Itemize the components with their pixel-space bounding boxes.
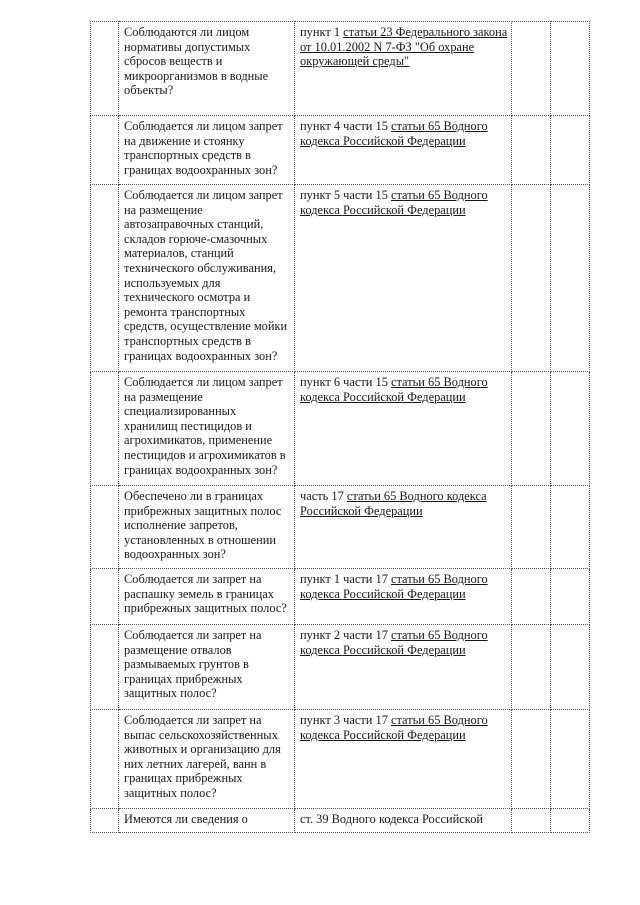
question-cell: Соблюдается ли лицом запрет на размещение специализированных хранилищ пестицидов и агрохимикатов, применение пестицидов и агрохимикатов в границах водоохранных зон? <box>119 372 295 486</box>
question-cell: Имеются ли сведения о <box>119 809 295 833</box>
reference-link[interactable]: статьи 65 Водного кодекса Российской Федерации <box>300 188 488 217</box>
question-cell: Соблюдается ли запрет на размещение отвалов размываемых грунтов в границах прибрежных защитных полос? <box>119 625 295 710</box>
reference-link[interactable]: статьи 65 Водного кодекса Российской Федерации <box>300 572 488 601</box>
legal-reference-cell <box>295 486 512 569</box>
reference-text: пункт 6 части 15 <box>300 375 391 389</box>
table-row <box>91 710 590 809</box>
table-row <box>91 625 590 710</box>
note-cell <box>551 116 590 185</box>
table-row <box>91 116 590 185</box>
answer-cell <box>512 486 551 569</box>
note-cell <box>551 569 590 625</box>
legal-reference-cell <box>295 625 512 710</box>
row-number-cell <box>91 22 119 116</box>
legal-reference-cell <box>295 569 512 625</box>
table-row <box>91 486 590 569</box>
question-cell: Соблюдается ли лицом запрет на размещение автозаправочных станций, складов горюче-смазочных материалов, станций технического обслуживания, используемых для технического осмотра и ремонта транспортных средств, осуществление мойки транспортных средств в границах водоохранных зон? <box>119 185 295 372</box>
reference-text: пункт 2 части 17 <box>300 628 391 642</box>
row-number-cell <box>91 372 119 486</box>
question-cell: Обеспечено ли в границах прибрежных защитных полос исполнение запретов, установленных в отношении водоохранных зон? <box>119 486 295 569</box>
answer-cell <box>512 809 551 833</box>
row-number-cell <box>91 486 119 569</box>
note-cell <box>551 625 590 710</box>
reference-link[interactable]: статьи 65 Водного кодекса Российской Федерации <box>300 713 488 742</box>
reference-text: пункт 4 части 15 <box>300 119 391 133</box>
note-cell <box>551 185 590 372</box>
legal-reference-cell <box>295 710 512 809</box>
answer-cell <box>512 710 551 809</box>
legal-reference-cell <box>295 809 512 833</box>
answer-cell <box>512 116 551 185</box>
reference-text: ст. 39 Водного кодекса Российской <box>300 812 484 826</box>
answer-cell <box>512 22 551 116</box>
checklist-body <box>91 22 590 833</box>
reference-link[interactable]: статьи 65 Водного кодекса Российской Федерации <box>300 375 488 404</box>
note-cell <box>551 372 590 486</box>
note-cell <box>551 486 590 569</box>
note-cell <box>551 710 590 809</box>
reference-text: пункт 1 <box>300 25 344 39</box>
legal-reference-cell <box>295 116 512 185</box>
row-number-cell <box>91 116 119 185</box>
reference-text: пункт 3 части 17 <box>300 713 391 727</box>
reference-link[interactable]: статьи 65 Водного кодекса Российской Федерации <box>300 628 488 657</box>
row-number-cell <box>91 710 119 809</box>
legal-reference-cell <box>295 185 512 372</box>
row-number-cell <box>91 569 119 625</box>
question-cell: Соблюдается ли запрет на выпас сельскохозяйственных животных и организацию для них летних лагерей, ванн в границах прибрежных защитных полос? <box>119 710 295 809</box>
checklist-table <box>90 21 590 833</box>
row-number-cell <box>91 809 119 833</box>
table-row <box>91 809 590 833</box>
answer-cell <box>512 185 551 372</box>
table-row <box>91 185 590 372</box>
note-cell <box>551 809 590 833</box>
answer-cell <box>512 372 551 486</box>
reference-text: пункт 1 части 17 <box>300 572 391 586</box>
answer-cell <box>512 569 551 625</box>
table-row <box>91 22 590 116</box>
row-number-cell <box>91 185 119 372</box>
legal-reference-cell <box>295 372 512 486</box>
reference-text: пункт 5 части 15 <box>300 188 391 202</box>
reference-link[interactable]: статьи 65 Водного кодекса Российской Федерации <box>300 119 488 148</box>
table-row <box>91 372 590 486</box>
reference-text: часть 17 <box>300 489 347 503</box>
legal-reference-cell <box>295 22 512 116</box>
question-cell: Соблюдается ли запрет на распашку земель в границах прибрежных защитных полос? <box>119 569 295 625</box>
table-row <box>91 569 590 625</box>
note-cell <box>551 22 590 116</box>
reference-link[interactable]: статьи 65 Водного кодекса Российской Федерации <box>300 489 487 518</box>
row-number-cell <box>91 625 119 710</box>
answer-cell <box>512 625 551 710</box>
reference-link[interactable]: статьи 23 Федерального закона от 10.01.2002 N 7-ФЗ "Об охране окружающей среды" <box>300 25 508 69</box>
question-cell: Соблюдается ли лицом запрет на движение и стоянку транспортных средств в границах водоохранных зон? <box>119 116 295 185</box>
question-cell: Соблюдаются ли лицом нормативы допустимых сбросов веществ и микроорганизмов в водные объекты? <box>119 22 295 116</box>
